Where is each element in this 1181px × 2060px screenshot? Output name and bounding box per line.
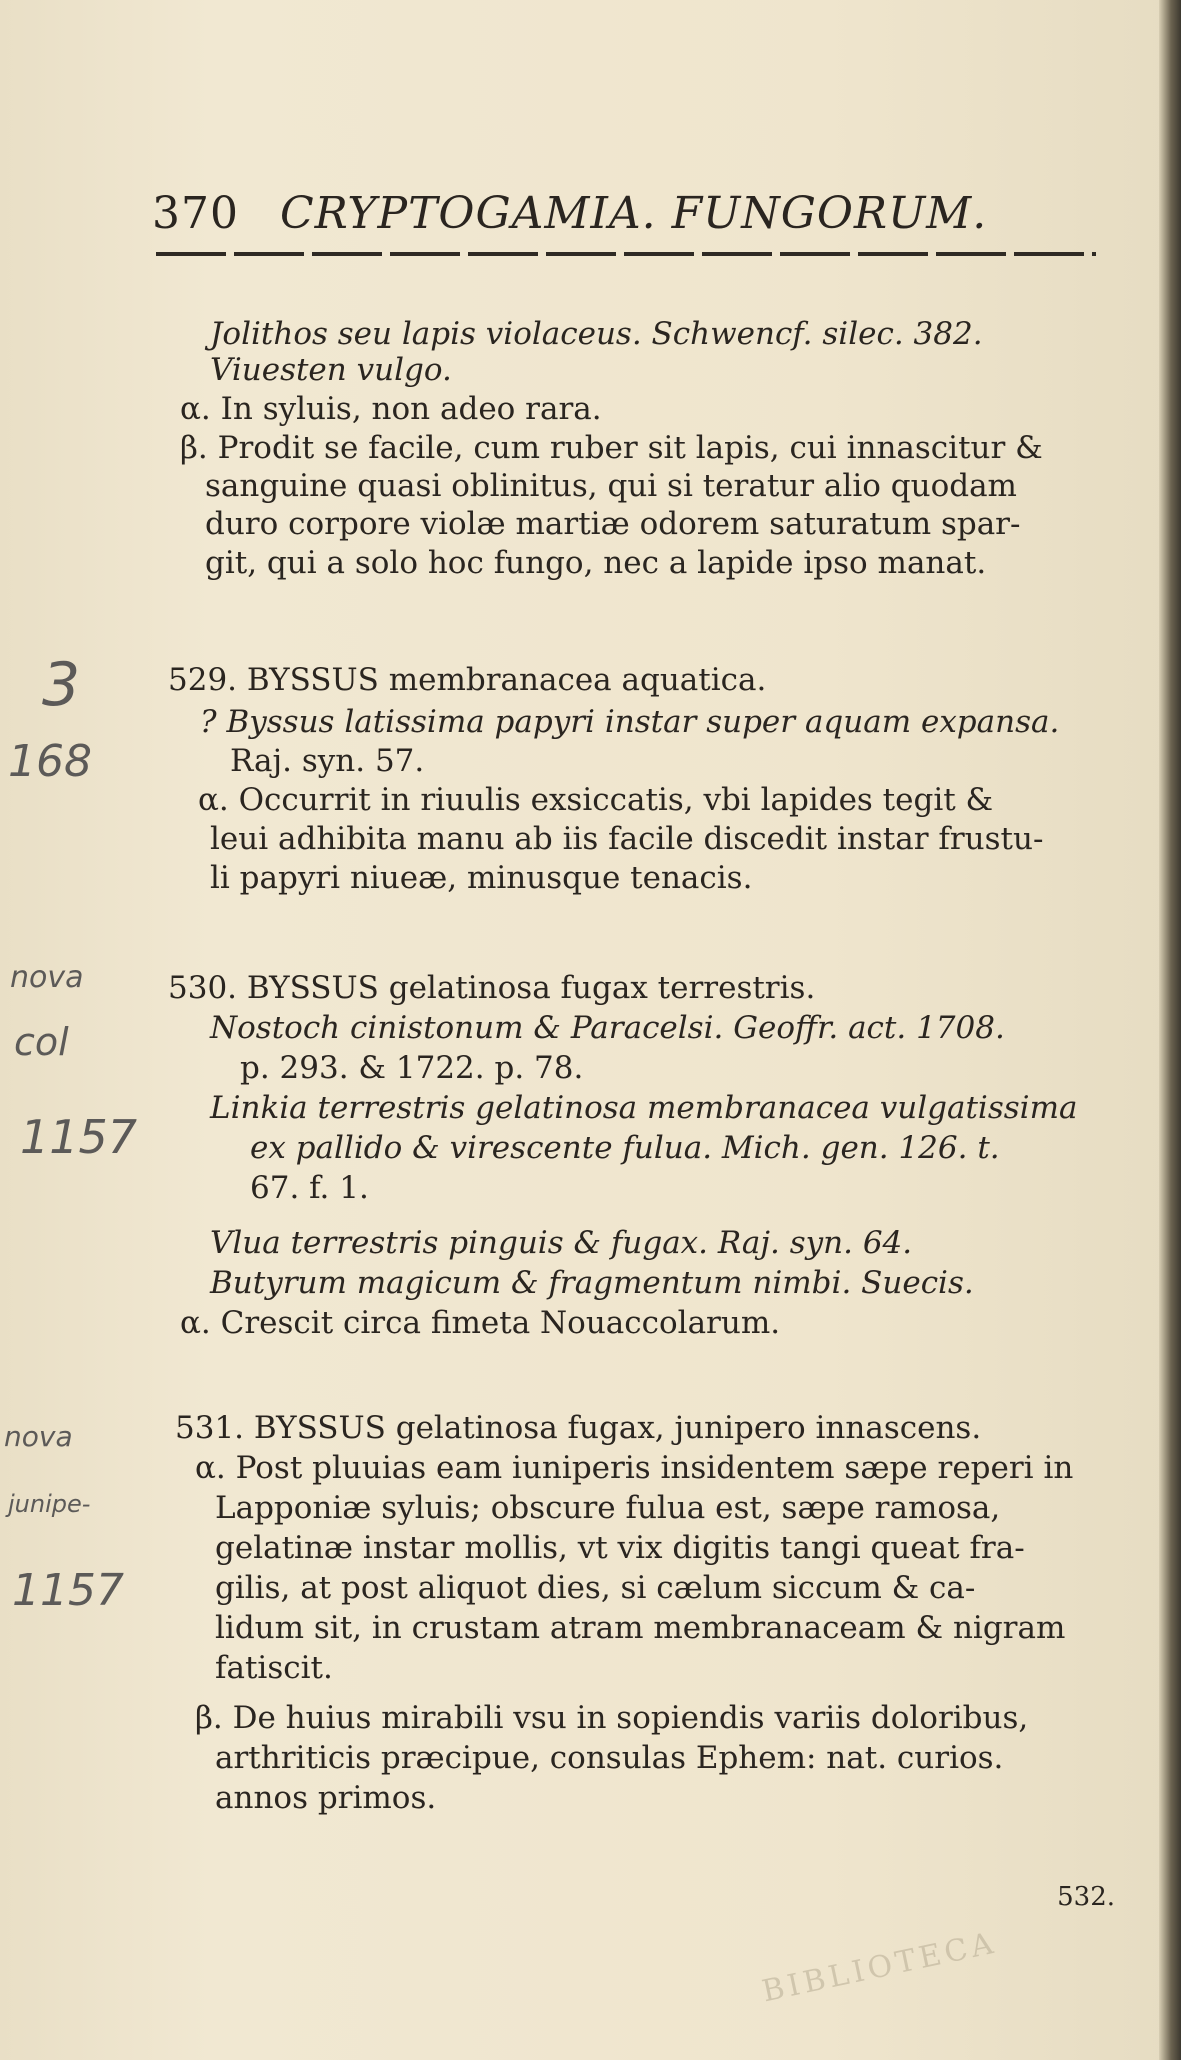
- page-title: CRYPTOGAMIA. FUNGORUM.: [279, 188, 988, 239]
- text-line: Butyrum magicum & fragmentum nimbi. Suecis.: [210, 1265, 974, 1301]
- text-line: sanguine quasi oblinitus, qui si teratur alio quodam: [205, 468, 1017, 504]
- library-stamp: BIBLIOTECA: [758, 1925, 1000, 2010]
- text-line: li papyri niueæ, minusque tenacis.: [210, 860, 753, 896]
- text-line: Nostoch cinistonum & Paracelsi. Geoffr. act. 1708.: [210, 1010, 1005, 1046]
- entry-heading-529: 529. BYSSUS membranacea aquatica.: [168, 662, 767, 698]
- margin-note: 1157: [12, 1565, 124, 1616]
- catchword: 532.: [1057, 1882, 1115, 1912]
- text-line: git, qui a solo hoc fungo, nec a lapide ipso manat.: [205, 545, 987, 581]
- margin-note: 168: [8, 736, 92, 787]
- entry-heading-530: 530. BYSSUS gelatinosa fugax terrestris.: [168, 970, 816, 1006]
- text-line: gilis, at post aliquot dies, si cælum siccum & ca-: [215, 1570, 976, 1606]
- text-line: Raj. syn. 57.: [230, 743, 425, 779]
- running-head: [152, 188, 1052, 248]
- text-line: fatiscit.: [215, 1650, 333, 1686]
- text-line: α. In syluis, non adeo rara.: [180, 391, 602, 427]
- margin-note: junipe-: [8, 1490, 91, 1518]
- text-line: 67. f. 1.: [250, 1170, 369, 1206]
- text-line: β. Prodit se facile, cum ruber sit lapis, cui innascitur &: [180, 430, 1043, 466]
- text-line: Jolithos seu lapis violaceus. Schwencf. silec. 382.: [210, 316, 983, 352]
- text-line: ? Byssus latissima papyri instar super aquam expansa.: [200, 704, 1060, 740]
- margin-note: 3: [42, 650, 81, 720]
- text-line: Linkia terrestris gelatinosa membranacea vulgatissima: [210, 1090, 1078, 1126]
- entry-heading-531: 531. BYSSUS gelatinosa fugax, junipero innascens.: [175, 1410, 982, 1446]
- text-line: Vlua terrestris pinguis & fugax. Raj. syn. 64.: [210, 1225, 913, 1261]
- text-line: duro corpore violæ martiæ odorem saturatum spar-: [205, 506, 1021, 542]
- text-line: leui adhibita manu ab iis facile discedit instar frustu-: [210, 821, 1044, 857]
- margin-note: col: [14, 1020, 69, 1064]
- margin-note: nova: [4, 1420, 73, 1453]
- text-line: p. 293. & 1722. p. 78.: [240, 1050, 584, 1086]
- header-rule: [156, 252, 1096, 256]
- text-line: Viuesten vulgo.: [210, 352, 452, 388]
- text-line: ex pallido & virescente fulua. Mich. gen. 126. t.: [250, 1130, 1000, 1166]
- page-number: 370: [152, 188, 239, 239]
- text-line: α. Crescit circa fimeta Nouaccolarum.: [180, 1305, 781, 1341]
- text-line: α. Post pluuias eam iuniperis insidentem sæpe reperi in: [195, 1450, 1074, 1486]
- margin-note: 1157: [20, 1110, 138, 1164]
- text-line: gelatinæ instar mollis, vt vix digitis tangi queat fra-: [215, 1530, 1025, 1566]
- book-spine: [1159, 0, 1181, 2060]
- text-line: arthriticis præcipue, consulas Ephem: nat. curios.: [215, 1740, 1004, 1776]
- text-line: lidum sit, in crustam atram membranaceam & nigram: [215, 1610, 1066, 1646]
- margin-note: nova: [10, 960, 84, 995]
- text-line: annos primos.: [215, 1780, 437, 1816]
- text-line: α. Occurrit in riuulis exsiccatis, vbi lapides tegit &: [198, 782, 994, 818]
- text-line: β. De huius mirabili vsu in sopiendis variis doloribus,: [195, 1700, 1029, 1736]
- text-line: Lapponiæ syluis; obscure fulua est, sæpe ramosa,: [215, 1490, 1001, 1526]
